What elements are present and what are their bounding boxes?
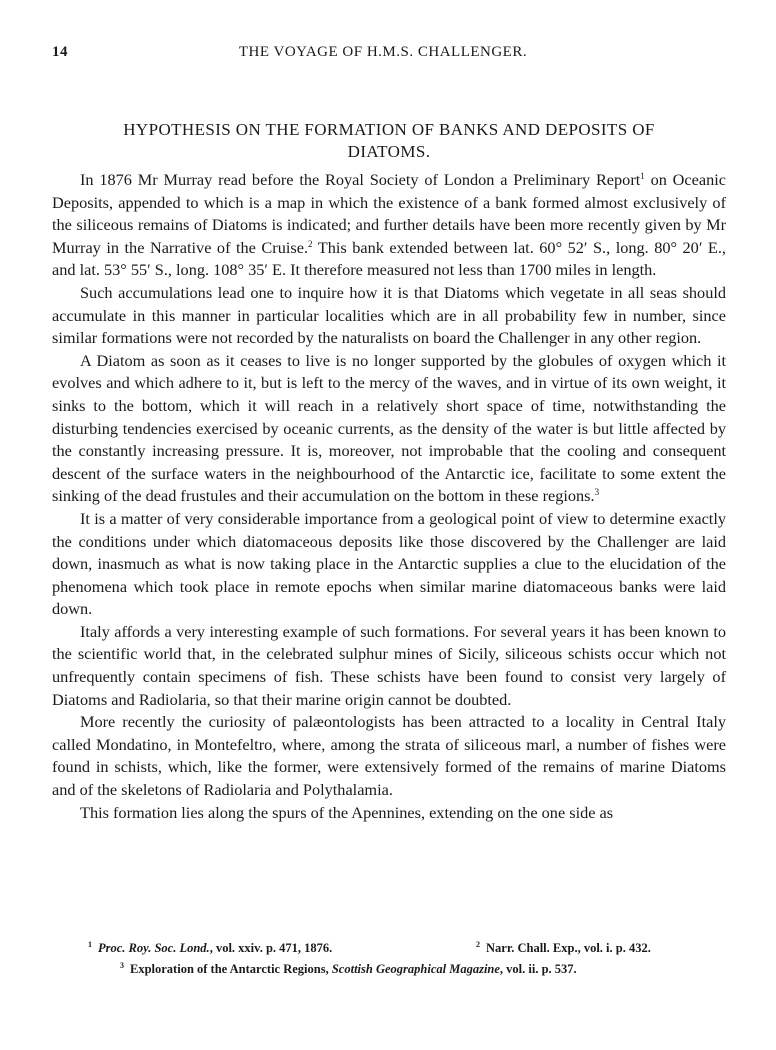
running-header bbox=[52, 44, 714, 66]
paragraph-2: Such accumulations lead one to inquire how it is that Diatoms which vegetate in all seas should accumulate in this manner in particular localities which are in all probability few in number, since similar formations were not recorded by the naturalists on board the Challenger in any other region. bbox=[52, 282, 726, 348]
paragraph-3-text: A Diatom as soon as it ceases to live is no longer supported by the globules of oxygen which it evolves and which adhere to it, but is left to the mercy of the waves, and in virtue of its own weight, it sinks to the bottom, which it will reach in a relatively short space of time, notwithstanding the disturbing tendencies exercised by oceanic currents, as the density of the water is but little affected by the constantly increasing pressure. It is, moreover, not improbable that the cooling and consequent descent of the surface waters in the neighbourhood of the Antarctic ice, facilitate to some extent the sinking of the dead frustules and their accumulation on the bottom in these regions. bbox=[52, 350, 726, 506]
footnote-row-1 bbox=[52, 936, 726, 957]
section-heading-line2: DIATOMS. bbox=[347, 142, 431, 161]
body-text bbox=[52, 119, 726, 824]
paragraph-1 bbox=[52, 169, 726, 282]
footnotes bbox=[52, 936, 726, 978]
paragraph-6: More recently the curiosity of palæontologists has been attracted to a locality in Central Italy called Mondatino, in Montefeltro, where, among the strata of siliceous marl, a number of fishes were found in schists, which, like the former, were extensively formed of the remains of marine Diatoms and of the skeletons of Radiolaria and Polythalamia. bbox=[52, 712, 726, 800]
footnote-1 bbox=[88, 936, 476, 957]
page-number: 14 bbox=[52, 44, 68, 60]
footnote-3 bbox=[120, 957, 577, 978]
footnote-ref-1: 1 bbox=[640, 171, 645, 181]
footnote-3-marker: 3 bbox=[120, 961, 124, 970]
footnote-3-title: Scottish Geographical Magazine bbox=[331, 962, 500, 976]
footnote-2-text: Narr. Chall. Exp., vol. i. p. 432. bbox=[486, 941, 651, 955]
footnote-3-after: , vol. ii. p. 537. bbox=[499, 962, 577, 976]
section-heading bbox=[52, 119, 726, 163]
running-title: THE VOYAGE OF H.M.S. CHALLENGER. bbox=[238, 44, 528, 60]
footnote-1-title: Proc. Roy. Soc. Lond. bbox=[98, 941, 210, 955]
footnote-ref-3: 3 bbox=[594, 487, 600, 498]
paragraph-3 bbox=[52, 350, 726, 508]
paragraph-7: This formation lies along the spurs of the Apennines, extending on the one side as bbox=[80, 802, 614, 822]
paragraph-1-before: In 1876 Mr Murray read before the Royal Society of London a Preliminary Report bbox=[80, 170, 641, 189]
footnote-2-marker: 2 bbox=[476, 940, 480, 949]
footnote-2 bbox=[476, 936, 651, 957]
section-heading-line1: HYPOTHESIS ON THE FORMATION OF BANKS AND DEPOSITS OF bbox=[123, 120, 655, 139]
footnote-row-2 bbox=[52, 957, 726, 978]
paragraph-4: It is a matter of very considerable importance from a geological point of view to determine exactly the conditions under which diatomaceous deposits like those discovered by the Challenger are laid down, inasmuch as what is now taking place in the Antarctic supplies a clue to the elucidation of the phenomena which took place in remote epochs when similar marine diatomaceous banks were laid down. bbox=[52, 508, 726, 619]
footnote-1-rest: , vol. xxiv. p. 471, 1876. bbox=[209, 941, 333, 955]
paragraph-5: Italy affords a very interesting example of such formations. For several years it has been known to the scientific world that, in the celebrated sulphur mines of Sicily, siliceous schists occur which not unfrequently contain specimens of fish. These schists have been found to consist very largely of Diatoms and Radiolaria, so that their marine origin cannot be doubted. bbox=[52, 621, 726, 709]
footnote-3-before: Exploration of the Antarctic Regions, bbox=[130, 962, 332, 976]
footnote-1-marker: 1 bbox=[88, 940, 92, 949]
paragraph-1-middle: on Oceanic Deposits, appended to which is a map in which the existence of a bank formed almost exclusively of the siliceous remains of Diatoms is indicated; and further details have been more recently given by Mr Murray in the Narrative of the Cruise. bbox=[52, 170, 727, 257]
footnote-ref-2: 2 bbox=[308, 238, 313, 249]
paragraph-1-after: This bank extended between lat. 60° 52′ S., long. 80° 20′ E., and lat. 53° 55′ S., long. 108° 35′ E. It therefore measured not less than 1700 miles in length. bbox=[52, 237, 726, 280]
